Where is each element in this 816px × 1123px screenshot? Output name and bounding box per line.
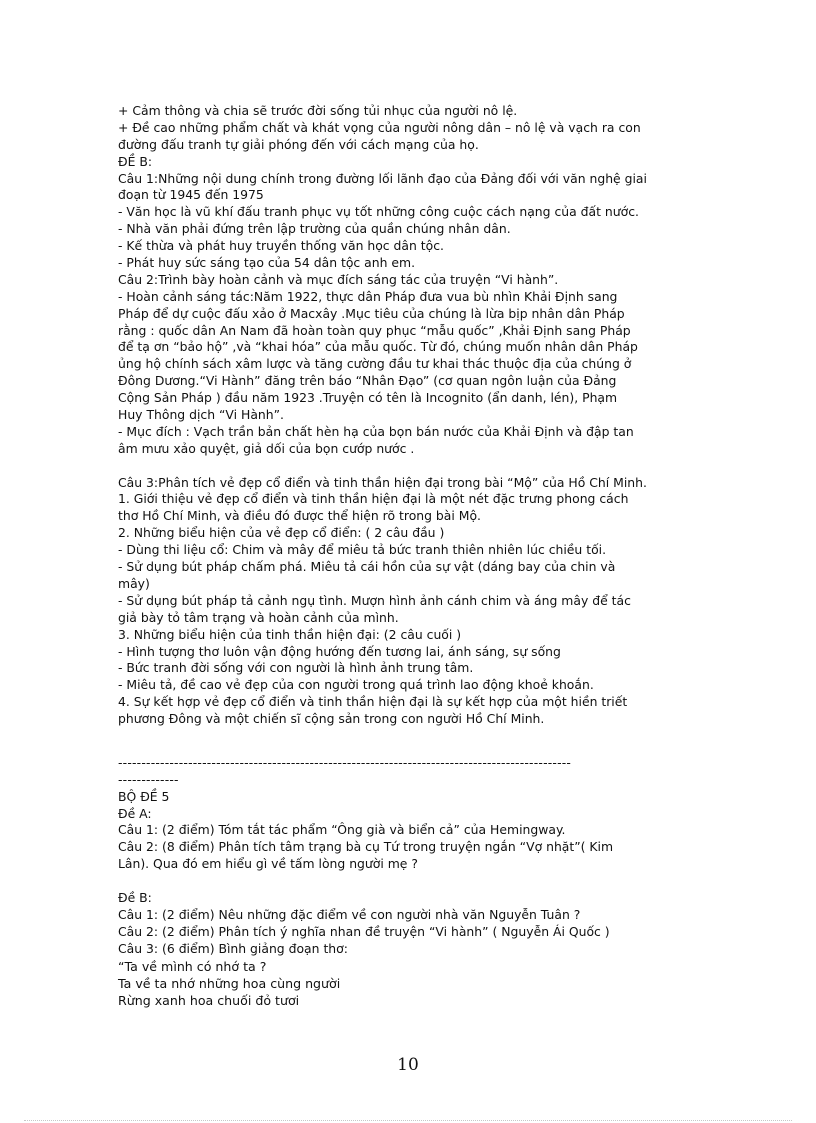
question-line: Câu 1: (2 điểm) Nêu những đặc điểm về con người nhà văn Nguyễn Tuân ? xyxy=(118,906,581,922)
text-line: - Hình tượng thơ luôn vận động hướng đến tương lai, ánh sáng, sự sống xyxy=(118,643,561,659)
page-edge-divider xyxy=(24,1120,792,1121)
text-line: - Miêu tả, đề cao vẻ đẹp của con người trong quá trình lao động khoẻ khoắn. xyxy=(118,677,594,693)
document-body xyxy=(118,103,708,1009)
text-line: đoạn từ 1945 đến 1975 xyxy=(118,187,264,203)
text-line: đường đấu tranh tự giải phóng đến với cách mạng của họ. xyxy=(118,136,479,152)
section-de-b xyxy=(118,103,708,458)
text-line: Đông Dương.“Vi Hành” đăng trên báo “Nhân Đạo” (cơ quan ngôn luận của Đảng xyxy=(118,373,617,389)
question-heading: Câu 1:Những nội dung chính trong đường lối lãnh đạo của Đảng đối với văn nghệ giai xyxy=(118,170,647,186)
text-line: + Đề cao những phẩm chất và khát vọng của người nông dân – nô lệ và vạch ra con xyxy=(118,119,641,135)
separator-dashes xyxy=(118,755,708,789)
text-line: - Dùng thi liệu cổ: Chim và mây để miêu tả bức tranh thiên nhiên lúc chiều tối. xyxy=(118,542,607,558)
text-line: ủng hộ chính sách xâm lược và tăng cường đầu tư khai thác thuộc địa của chúng ở xyxy=(118,356,632,372)
text-line: - Phát huy sức sáng tạo của 54 dân tộc anh em. xyxy=(118,255,416,271)
poem-line: “Ta về mình có nhớ ta ? xyxy=(118,958,267,974)
text-line: giả bày tỏ tâm trạng và hoàn cảnh của mình. xyxy=(118,609,399,625)
paragraph-gap xyxy=(118,458,708,475)
poem-excerpt xyxy=(118,958,708,1010)
poem-line: Ta về ta nhớ những hoa cùng người xyxy=(118,975,341,991)
text-line: để tạ ơn “bảo hộ” ,và “khai hóa” của mẫu quốc. Từ đó, chúng muốn nhân dân Pháp xyxy=(118,339,638,355)
text-line: thơ Hồ Chí Minh, và điều đó được thể hiện rõ trong bài Mộ. xyxy=(118,508,481,524)
page-number: 10 xyxy=(397,1055,419,1075)
paragraph-gap xyxy=(118,745,708,755)
heading-bo-de-5: BỘ ĐỀ 5 xyxy=(118,788,170,804)
text-line: - Mục đích : Vạch trần bản chất hèn hạ của bọn bán nước của Khải Định và đập tan xyxy=(118,423,634,439)
text-line: 2. Những biểu hiện của vẻ đẹp cổ điển: ( 2 câu đầu ) xyxy=(118,525,445,541)
heading-de-a: Đề A: xyxy=(118,805,152,821)
text-line: mây) xyxy=(118,575,150,591)
text-line: - Nhà văn phải đứng trên lập trường của quần chúng nhân dân. xyxy=(118,221,511,237)
text-line: - Hoàn cảnh sáng tác:Năm 1922, thực dân Pháp đưa vua bù nhìn Khải Định sang xyxy=(118,288,618,304)
question-line: Câu 1: (2 điểm) Tóm tắt tác phẩm “Ông già và biển cả” của Hemingway. xyxy=(118,822,566,838)
text-line: - Kế thừa và phát huy truyền thống văn học dân tộc. xyxy=(118,238,444,254)
text-line: 4. Sự kết hợp vẻ đẹp cổ điển và tinh thần hiện đại là sự kết hợp của một hiền triết xyxy=(118,694,628,710)
text-line: âm mưu xảo quyệt, giả dối của bọn cướp nước . xyxy=(118,440,415,456)
text-line: Lân). Qua đó em hiểu gì về tấm lòng người mẹ ? xyxy=(118,856,418,872)
section-cau-3 xyxy=(118,475,708,728)
text-line: rằng : quốc dân An Nam đã hoàn toàn quy phục “mẫu quốc” ,Khải Định sang Pháp xyxy=(118,322,631,338)
separator-line: ------------- xyxy=(118,771,179,787)
text-line: 1. Giới thiệu vẻ đẹp cổ điển và tinh thần hiện đại là một nét đặc trưng phong cách xyxy=(118,491,629,507)
paragraph-gap xyxy=(118,873,708,890)
text-line: + Cảm thông và chia sẽ trước đời sống tủi nhục của người nô lệ. xyxy=(118,103,518,118)
heading-de-b: Đề B: xyxy=(118,889,152,905)
question-line: Câu 2: (8 điểm) Phân tích tâm trạng bà cụ Tứ trong truyện ngắn “Vợ nhặt”( Kim xyxy=(118,839,614,855)
poem-line: Rừng xanh hoa chuối đỏ tươi xyxy=(118,992,300,1008)
text-line: - Sử dụng bút pháp tả cảnh ngụ tình. Mượn hình ảnh cánh chim và áng mây để tác xyxy=(118,592,631,608)
text-line: 3. Những biểu hiện của tinh thần hiện đại: (2 câu cuối ) xyxy=(118,626,462,642)
paragraph-gap xyxy=(118,728,708,745)
question-line: Câu 3: (6 điểm) Bình giảng đoạn thơ: xyxy=(118,940,348,956)
section-de-b-5 xyxy=(118,890,708,958)
question-heading: Câu 3:Phân tích vẻ đẹp cổ điển và tinh thần hiện đại trong bài “Mộ” của Hồ Chí Minh. xyxy=(118,474,647,490)
text-line: - Văn học là vũ khí đấu tranh phục vụ tốt những công cuộc cách nạng của đất nước. xyxy=(118,204,639,220)
heading-de-b: ĐỀ B: xyxy=(118,153,153,169)
text-line: Pháp để dự cuộc đấu xảo ở Macxây .Mục tiêu của chúng là lừa bịp nhân dân Pháp xyxy=(118,305,625,321)
text-line: phương Đông và một chiến sĩ cộng sản trong con người Hồ Chí Minh. xyxy=(118,711,545,727)
question-line: Câu 2: (2 điểm) Phân tích ý nghĩa nhan đề truyện “Vi hành” ( Nguyễn Ái Quốc ) xyxy=(118,923,610,939)
text-line: - Bức tranh đời sống với con người là hình ảnh trung tâm. xyxy=(118,660,474,676)
separator-line: ------------------------------------------------------------------------------------------------- xyxy=(118,754,572,770)
section-bo-de-5 xyxy=(118,789,708,873)
text-line: Cộng Sản Pháp ) đầu năm 1923 .Truyện có tên là Incognito (ẩn danh, lén), Phạm xyxy=(118,390,618,406)
text-line: - Sử dụng bút pháp chấm phá. Miêu tả cái hồn của sự vật (dáng bay của chin và xyxy=(118,559,616,575)
question-heading: Câu 2:Trình bày hoàn cảnh và mục đích sáng tác của truyện “Vi hành”. xyxy=(118,271,559,287)
text-line: Huy Thông dịch “Vi Hành”. xyxy=(118,407,284,423)
